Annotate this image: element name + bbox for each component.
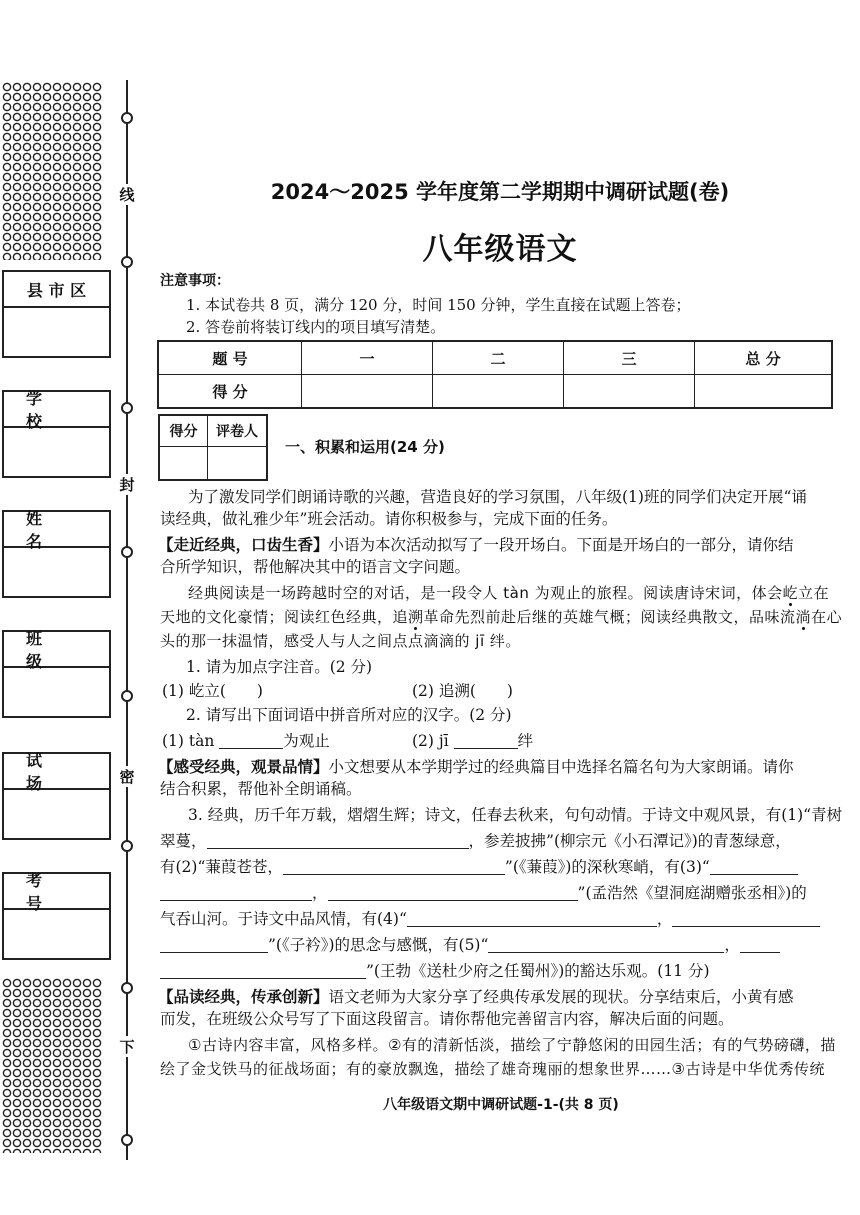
answer-blank[interactable] xyxy=(710,858,798,875)
answer-blank[interactable] xyxy=(454,732,518,749)
answer-blank[interactable] xyxy=(740,936,780,953)
field-class-blank[interactable] xyxy=(4,668,109,716)
question-3-line xyxy=(160,882,842,904)
field-county-label: 县 市 区 xyxy=(4,272,109,308)
passage-line: 头的那一抹温情，感受人与人之间点点滴滴的 jī 绊。 xyxy=(160,632,521,650)
binding-rings-top xyxy=(2,82,102,260)
question-2b-word: 绊 xyxy=(517,732,534,750)
answer-blank[interactable] xyxy=(160,936,268,953)
field-exam-number[interactable] xyxy=(2,872,111,960)
binding-line xyxy=(126,80,128,1160)
binding-char-feng: 封 xyxy=(119,476,135,494)
score-row-label: 得 分 xyxy=(158,375,302,409)
dotted-char: 溯 xyxy=(408,608,424,626)
task2-text: 小文想要从本学期学过的经典篇目中选择名篇名句为大家朗诵。请你 xyxy=(328,758,794,776)
question-2b[interactable] xyxy=(412,730,652,752)
passage-text: 天地的文化豪情；阅读红色经典，追 xyxy=(160,608,409,626)
field-county-blank[interactable] xyxy=(4,308,109,356)
binding-circle xyxy=(121,546,133,558)
score-cell[interactable] xyxy=(695,375,833,409)
field-class-label: 班 级 xyxy=(4,632,109,668)
notice-title: 注意事项： xyxy=(160,273,230,289)
score-cell[interactable] xyxy=(564,375,695,409)
task2-line xyxy=(158,756,840,778)
exam-title: 2024～2025 学年度第二学期期中调研试题(卷) xyxy=(270,180,730,204)
score-header: 总 分 xyxy=(695,341,833,375)
binding-circle xyxy=(121,112,133,124)
field-name-label: 姓 名 xyxy=(4,512,109,548)
question-1a[interactable]: (1) 屹立( ) xyxy=(162,682,263,700)
question-3-line xyxy=(160,934,842,956)
question-3-line xyxy=(160,830,842,852)
binding-circle xyxy=(121,256,133,268)
q3-text: ”(《蒹葭》)的深秋寒峭，有(3)“ xyxy=(504,858,710,876)
notice-item: 1. 本试卷共 8 页，满分 120 分，时间 150 分钟，学生直接在试题上答卷； xyxy=(186,296,691,314)
field-exam-number-blank[interactable] xyxy=(4,910,109,958)
task3-line xyxy=(158,986,840,1008)
answer-blank[interactable] xyxy=(672,910,820,927)
passage-line: 绘了金戈铁马的征战场面；有的豪放飘逸，描绘了雄奇瑰丽的想象世界……③古诗是中华优秀传统 xyxy=(160,1060,825,1078)
task1-line xyxy=(158,534,840,556)
question-3-line xyxy=(160,908,842,930)
q3-text: ”(王勃《送杜少府之任蜀州》)的豁达乐观。(11 分) xyxy=(366,962,710,980)
question-2a-word: 为观止 xyxy=(283,732,330,750)
exam-subtitle: 八年级语文 xyxy=(422,232,578,267)
field-exam-number-label: 考 号 xyxy=(4,874,109,910)
q3-text: ， xyxy=(724,936,740,954)
question-3-line: 3. 经典，历千年万载，熠熠生辉；诗文，任春去秋来，句句动情。于诗文中观风景，有(1)“青树 xyxy=(188,806,843,824)
question-1: 1. 请为加点字注音。(2 分) xyxy=(186,658,373,676)
question-2: 2. 请写出下面词语中拼音所对应的汉字。(2 分) xyxy=(186,706,512,724)
score-table xyxy=(157,340,833,409)
task1-text: 小语为本次活动拟写了一段开场白。下面是开场白的一部分，请你结 xyxy=(328,536,794,554)
grader-name-cell[interactable] xyxy=(208,447,268,481)
grader-score-cell[interactable] xyxy=(159,447,208,481)
score-header: 题 号 xyxy=(158,341,302,375)
intro-line: 读经典，做礼雅少年”班会活动。请你积极参与，完成下面的任务。 xyxy=(160,510,618,528)
field-class[interactable] xyxy=(2,630,111,718)
score-cell[interactable] xyxy=(302,375,433,409)
task1-line: 合所学知识，帮他解决其中的语言文字问题。 xyxy=(160,558,471,576)
score-header: 三 xyxy=(564,341,695,375)
dotted-char: 淌 xyxy=(795,608,812,626)
q3-text: ， xyxy=(656,910,673,928)
binding-char-xian: 线 xyxy=(119,186,135,204)
binding-circle xyxy=(121,690,133,702)
grader-name-label: 评卷人 xyxy=(208,415,268,447)
field-county[interactable] xyxy=(2,270,111,358)
field-exam-room[interactable] xyxy=(2,752,111,840)
binding-circle xyxy=(121,982,133,994)
passage-line xyxy=(160,582,842,604)
answer-blank[interactable] xyxy=(328,884,578,901)
field-school[interactable] xyxy=(2,390,111,478)
section-heading: 一、积累和运用(24 分) xyxy=(285,438,445,456)
passage-line xyxy=(160,606,842,628)
passage-text: 立在 xyxy=(798,584,830,602)
binding-char-xia: 下 xyxy=(119,1038,135,1056)
task3-tag: 【品读经典，传承创新】 xyxy=(158,988,329,1006)
binding-circle xyxy=(121,402,133,414)
q3-text: 有(2)“蒹葭苍苍， xyxy=(160,858,283,876)
score-cell[interactable] xyxy=(433,375,564,409)
dotted-char: 屹 xyxy=(782,584,799,602)
grader-score-label: 得分 xyxy=(159,415,208,447)
task2-line: 结合积累，帮他补全朗诵稿。 xyxy=(160,780,362,798)
question-3-line xyxy=(160,960,842,982)
q3-text: 翠蔓， xyxy=(160,832,207,850)
field-name-blank[interactable] xyxy=(4,548,109,596)
binding-rings-bottom xyxy=(2,978,102,1153)
question-1b[interactable]: (2) 追溯( ) xyxy=(412,682,513,700)
answer-blank[interactable] xyxy=(488,936,724,953)
question-2a-pinyin: (1) tàn xyxy=(162,732,215,750)
q3-text: 气吞山河。于诗文中品风情，有(4)“ xyxy=(160,910,407,928)
score-header: 二 xyxy=(433,341,564,375)
score-header: 一 xyxy=(302,341,433,375)
task3-text: 语文老师为大家分享了经典传承发展的现状。分享结束后，小黄有感 xyxy=(328,988,794,1006)
question-3-line xyxy=(160,856,842,878)
q3-text: ，参差披拂”(柳宗元《小石潭记》)的青葱绿意， xyxy=(468,832,791,850)
grader-table xyxy=(158,414,268,481)
answer-blank[interactable] xyxy=(283,858,505,875)
answer-blank[interactable] xyxy=(160,962,366,979)
task3-line: 而发，在班级公众号写了下面这段留言。请你帮他完善留言内容，解决后面的问题。 xyxy=(160,1010,734,1028)
page-footer: 八年级语文期中调研试题-1-(共 8 页) xyxy=(383,1097,619,1113)
intro-line: 为了激发同学们朗诵诗歌的兴趣，营造良好的学习氛围，八年级(1)班的同学们决定开展“诵 xyxy=(188,488,807,506)
field-exam-room-blank[interactable] xyxy=(4,790,109,838)
q3-text: ”(孟浩然《望洞庭湖赠张丞相》)的 xyxy=(577,884,807,902)
question-2a[interactable] xyxy=(162,730,402,752)
q3-text: ”(《子衿》)的思念与感慨，有(5)“ xyxy=(268,936,489,954)
answer-blank[interactable] xyxy=(207,832,469,849)
passage-text: 经典阅读是一场跨越时空的对话，是一段令人 tàn 为观止的旅程。阅读唐诗宋词，体会 xyxy=(188,584,783,602)
field-name[interactable] xyxy=(2,510,111,598)
field-school-blank[interactable] xyxy=(4,428,109,476)
passage-text: 在心 xyxy=(811,608,843,626)
q3-text: ， xyxy=(312,884,328,902)
binding-circle xyxy=(121,1134,133,1146)
notice-item: 2. 答卷前将装订线内的项目填写清楚。 xyxy=(186,318,446,336)
field-school-label: 学 校 xyxy=(4,392,109,428)
question-2b-pinyin: (2) jī xyxy=(412,732,449,750)
binding-circle xyxy=(121,840,133,852)
answer-blank[interactable] xyxy=(219,732,283,749)
passage-line: ①古诗内容丰富，风格多样。②有的清新恬淡，描绘了宁静悠闲的田园生活；有的气势磅礴，描 xyxy=(188,1036,836,1054)
task2-tag: 【感受经典，观景品情】 xyxy=(158,758,329,776)
task1-tag: 【走近经典，口齿生香】 xyxy=(158,536,329,554)
binding-char-mi: 密 xyxy=(119,768,135,786)
passage-text: 革命先烈前赴后继的英雄气概；阅读经典散文，品味流 xyxy=(423,608,796,626)
answer-blank[interactable] xyxy=(160,884,312,901)
answer-blank[interactable] xyxy=(407,910,657,927)
field-exam-room-label: 试 场 xyxy=(4,754,109,790)
